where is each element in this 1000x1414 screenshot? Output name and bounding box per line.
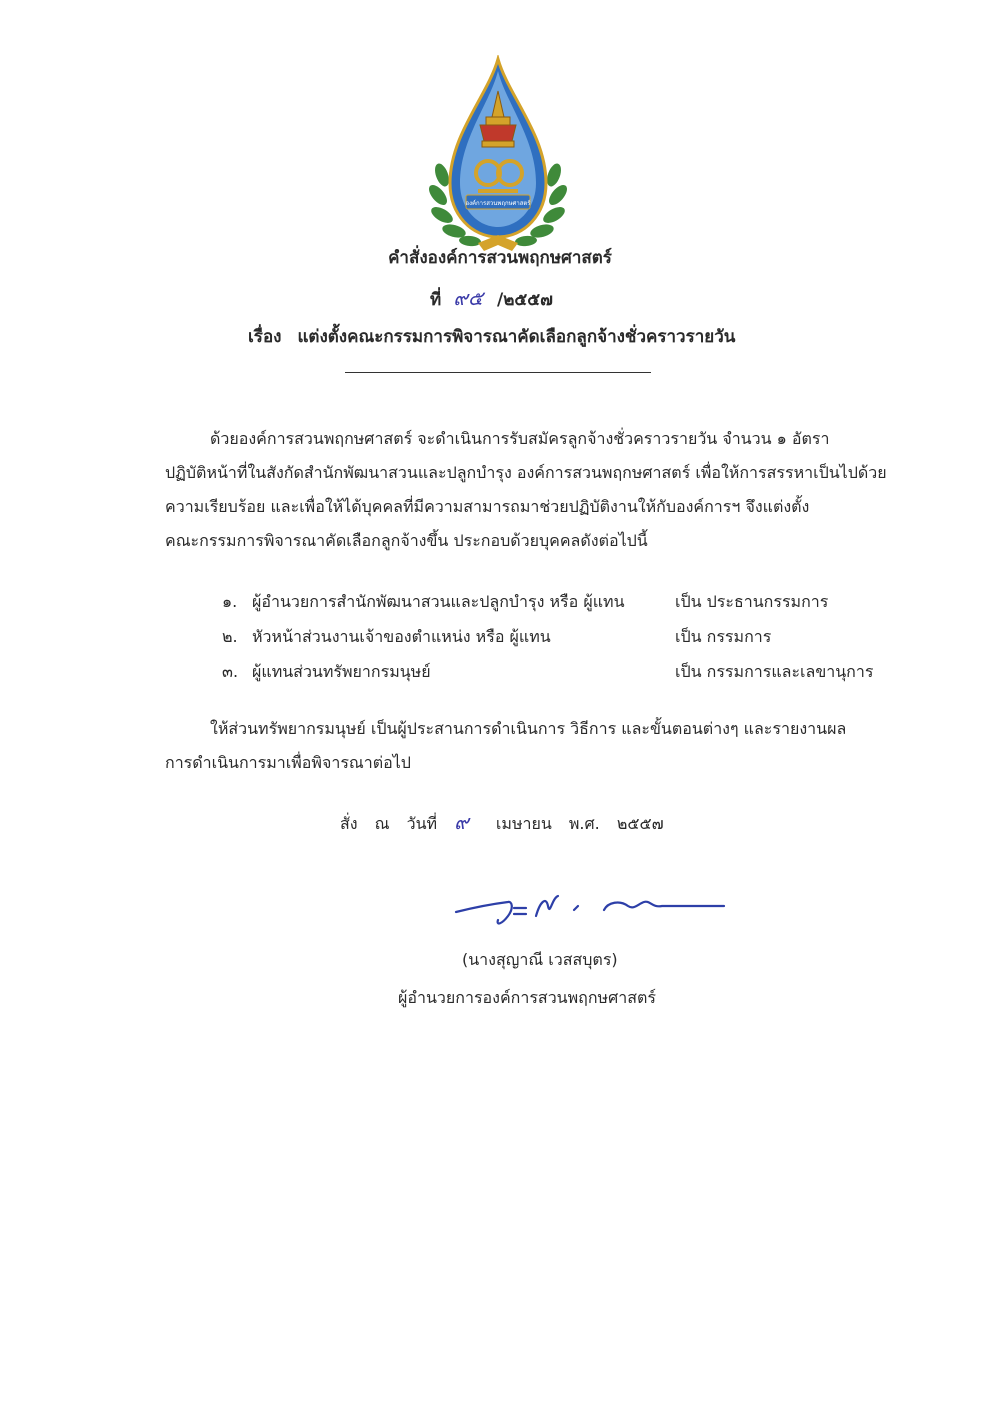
day-label: วันที่ xyxy=(406,814,438,833)
intro-paragraph xyxy=(165,422,935,558)
order-number-prefix: ที่ xyxy=(430,290,442,310)
order-number xyxy=(430,282,553,314)
member-person: หัวหน้าส่วนงานเจ้าของตำแหน่ง หรือ ผู้แทน xyxy=(252,627,551,646)
paragraph-line: ด้วยองค์การสวนพฤกษศาสตร์ จะดำเนินการรับสมัครลูกจ้างชั่วคราวรายวัน จำนวน ๑ อัตรา xyxy=(210,429,830,448)
member-number: ๑. xyxy=(222,592,238,611)
emblem-ribbon-text: องค์การสวนพฤกษศาสตร์ xyxy=(465,200,531,207)
signature-icon xyxy=(452,886,732,936)
order-number-year: /๒๕๕๗ xyxy=(497,290,553,310)
header-divider xyxy=(345,372,651,373)
member-role: เป็น กรรมการ xyxy=(675,627,772,646)
paragraph-line: คณะกรรมการพิจารณาคัดเลือกลูกจ้างขึ้น ประกอบด้วยบุคคลดังต่อไปนี้ xyxy=(165,531,648,550)
subject-label: เรื่อง xyxy=(248,327,282,347)
organization-emblem xyxy=(428,55,568,255)
paragraph-line: การดำเนินการมาเพื่อพิจารณาต่อไป xyxy=(165,753,411,772)
member-number: ๓. xyxy=(222,662,239,681)
paragraph-line: ปฏิบัติหน้าที่ในสังกัดสำนักพัฒนาสวนและปลูกบำรุง องค์การสวนพฤกษศาสตร์ เพื่อให้การสรรหาเป็นไปด้วย xyxy=(165,463,887,482)
member-role: เป็น กรรมการและเลขานุการ xyxy=(675,662,874,681)
member-person: ผู้อำนวยการสำนักพัฒนาสวนและปลูกบำรุง หรือ ผู้แทน xyxy=(252,592,625,611)
subject-line xyxy=(248,323,735,350)
closing-paragraph xyxy=(165,712,935,780)
at-word: ณ xyxy=(374,814,390,833)
member-person: ผู้แทนส่วนทรัพยากรมนุษย์ xyxy=(252,662,431,681)
signer-name: (นางสุญาณี เวสสบุตร) xyxy=(462,950,618,969)
era: พ.ศ. xyxy=(568,814,600,833)
year: ๒๕๕๗ xyxy=(616,814,664,833)
month: เมษายน xyxy=(495,814,552,833)
order-date xyxy=(340,806,676,838)
order-word: สั่ง xyxy=(340,814,358,833)
subject-text: แต่งตั้งคณะกรรมการพิจารณาคัดเลือกลูกจ้างชั่วคราวรายวัน xyxy=(297,327,736,347)
paragraph-line: ให้ส่วนทรัพยากรมนุษย์ เป็นผู้ประสานการดำเนินการ วิธีการ และขั้นตอนต่างๆ และรายงานผล xyxy=(210,719,847,738)
day-handwritten: ๙ xyxy=(454,810,469,834)
paragraph-line: ความเรียบร้อย และเพื่อให้ได้บุคคลที่มีความสามารถมาช่วยปฏิบัติงานให้กับองค์การฯ จึงแต่งตั้ง xyxy=(165,497,810,516)
signer-title: ผู้อำนวยการองค์การสวนพฤกษศาสตร์ xyxy=(398,988,656,1007)
member-number: ๒. xyxy=(222,627,238,646)
order-title: คำสั่งองค์การสวนพฤกษศาสตร์ xyxy=(388,248,612,268)
order-number-handwritten: ๙๕ xyxy=(453,286,484,310)
member-role: เป็น ประธานกรรมการ xyxy=(675,592,829,611)
